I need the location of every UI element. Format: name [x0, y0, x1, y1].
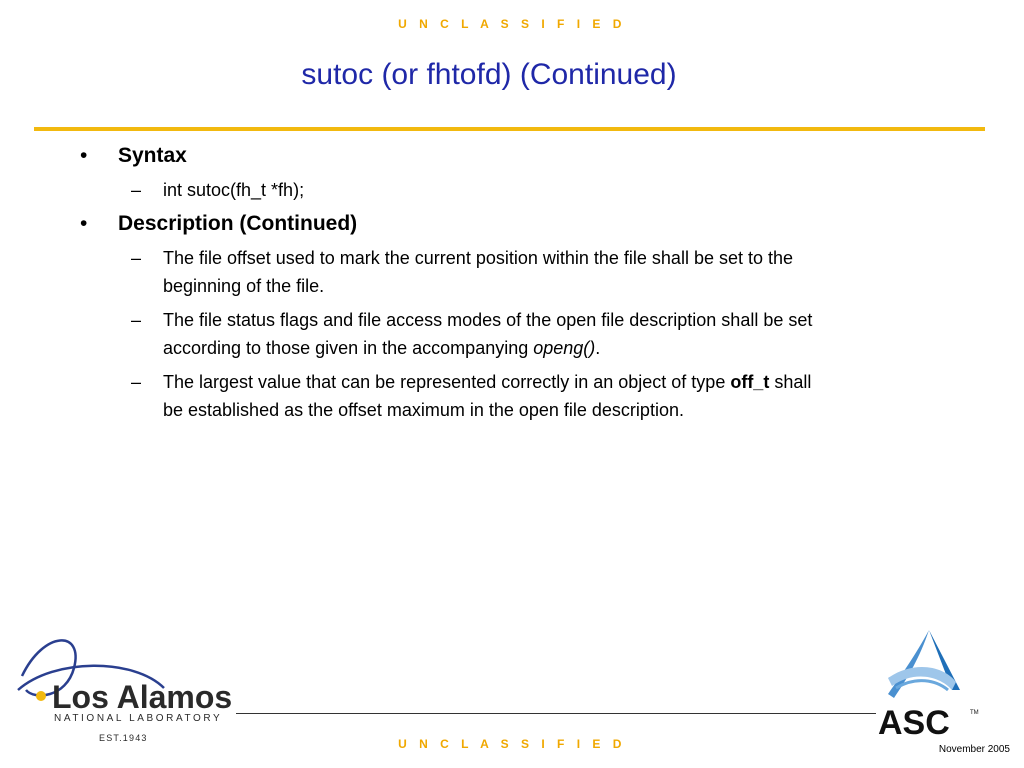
bullet-syntax	[0, 142, 1024, 170]
bullet-label: Syntax	[118, 144, 187, 167]
logo-subtitle: NATIONAL LABORATORY	[54, 713, 223, 724]
classification-banner-bottom: U N C L A S S I F I E D	[398, 737, 626, 751]
asc-name: ASC	[878, 704, 950, 742]
subitem	[0, 176, 835, 204]
type-name: off_t	[730, 372, 770, 392]
slide-body	[0, 142, 1024, 427]
logo-est: EST.1943	[99, 733, 148, 743]
dash-icon: –	[131, 310, 142, 330]
footer-date: November 2005	[938, 744, 1010, 755]
asc-logo	[874, 628, 984, 743]
bullet-dot-icon: •	[80, 144, 88, 167]
slide-title: sutoc (or fhtofd) (Continued)	[301, 58, 677, 91]
function-name: openg()	[533, 338, 596, 358]
subitem-text: shall be established as the offset maximum in the open file description.	[163, 372, 812, 420]
subitem	[0, 244, 835, 300]
subitem-text: int sutoc(fh_t *fh);	[163, 180, 305, 200]
los-alamos-logo	[14, 638, 244, 748]
subitem-text: The largest value that can be represented correctly in an object of type	[163, 372, 731, 392]
subitem-text: The file offset used to mark the current position within the file shall be set to the beginning of the file.	[163, 248, 794, 296]
subitem	[0, 306, 835, 362]
logo-dot-icon	[36, 691, 46, 701]
subitem	[0, 368, 835, 424]
classification-banner-top: U N C L A S S I F I E D	[398, 17, 626, 31]
dash-icon: –	[131, 180, 142, 200]
bullet-description	[0, 210, 1024, 238]
dash-icon: –	[131, 248, 142, 268]
subitem-text: The file status flags and file access modes of the open file description shall be set according to those given in the accompanying	[163, 310, 813, 358]
logo-name: Los Alamos	[52, 679, 233, 715]
asc-trademark: TM	[970, 710, 979, 716]
bullet-dot-icon: •	[80, 212, 88, 235]
dash-icon: –	[131, 372, 142, 392]
bullet-label: Description (Continued)	[118, 212, 358, 235]
title-divider	[34, 127, 985, 131]
footer-divider	[236, 713, 876, 714]
subitem-text: .	[595, 338, 601, 358]
